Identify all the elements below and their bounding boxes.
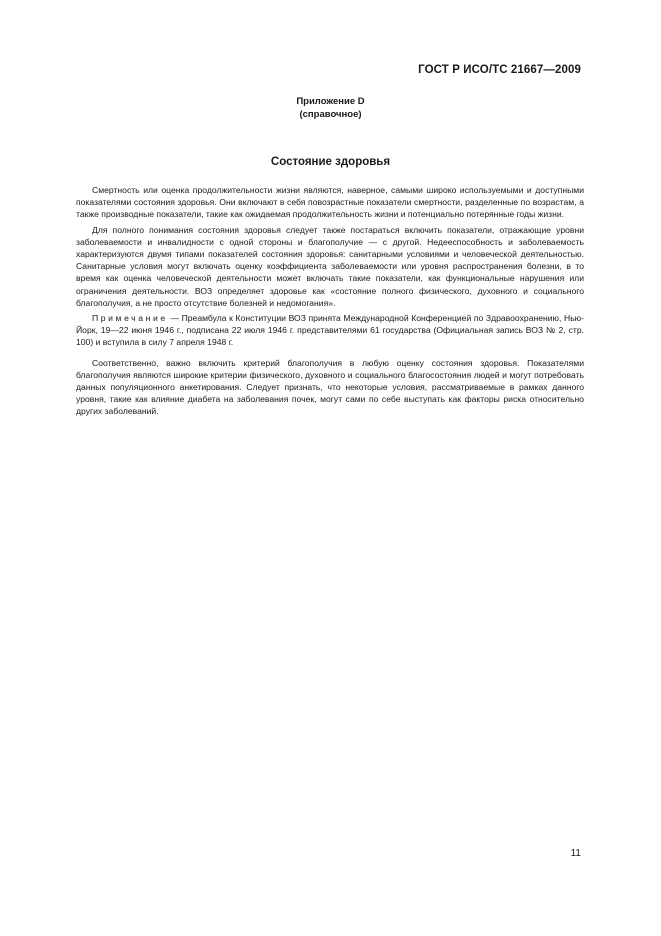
annex-heading: [0, 95, 661, 121]
annex-title: Приложение D: [296, 96, 365, 107]
document-header: [418, 64, 581, 76]
paragraph-health-understanding: Для полного понимания состояния здоровья следует также постараться включить показатели, отражающие уровни заболеваемости и инвалидности с одной стороны и благополучие — с другой. Недееспособность и заболеваемость характеризуются двумя типами показателей состояния здоровья: санитарными условиями и человеческой деятельностью. Санитарные условия могут включать оценку коэффициента заболеваемости или уровня распространения болезни, в то время как оценка человеческой деятельности может включать такие показатели, как функциональные нарушения или ограничения деятельности. ВОЗ определяет здоровье как «состояние полного физического, духовного и социального благополучия, а не просто отсутствие болезней и недомогания».: [76, 224, 584, 308]
paragraph-wellbeing: Соответственно, важно включить критерий благополучия в любую оценку состояния здоровья. Показателями благополучия являются широкие критерии физического, духовного и социального благосостояния людей и могут потребовать данных популяционного анкетирования. Следует признать, что некоторые условия, рассматриваемые в рамках данного уровня, такие как влияние диабета на заболевания почек, могут сами по себе выступать как факторы риска относительно других заболеваний.: [76, 357, 584, 417]
paragraph-mortality: Смертность или оценка продолжительности жизни являются, наверное, самыми широко используемыми и доступными показателями состояния здоровья. Они включают в себя повозрастные показатели смертности, разделенные по возрастам, а также производные показатели, такие как ожидаемая продолжительность жизни и потенциально потерянные годы жизни.: [76, 185, 584, 220]
note-text: — Преамбула к Конституции ВОЗ принята Международной Конференцией по Здравоохранению, Нью-Йорк, 19—22 июня 1946 г., подписана 22 июля 1946 г. представителями 61 государства (Официальная запись ВОЗ № 2, стр. 100) и вступила в силу 7 апреля 1948 г.: [76, 313, 584, 348]
body-text: [76, 184, 584, 421]
section-title: Состояние здоровья: [270, 156, 391, 168]
note: [76, 312, 584, 349]
annex-type: (справочное): [299, 109, 362, 120]
note-label: Примечание: [92, 313, 168, 324]
standard-id: ГОСТ Р ИСО/ТС 21667—2009: [418, 64, 581, 76]
page-number: 11: [570, 848, 581, 859]
